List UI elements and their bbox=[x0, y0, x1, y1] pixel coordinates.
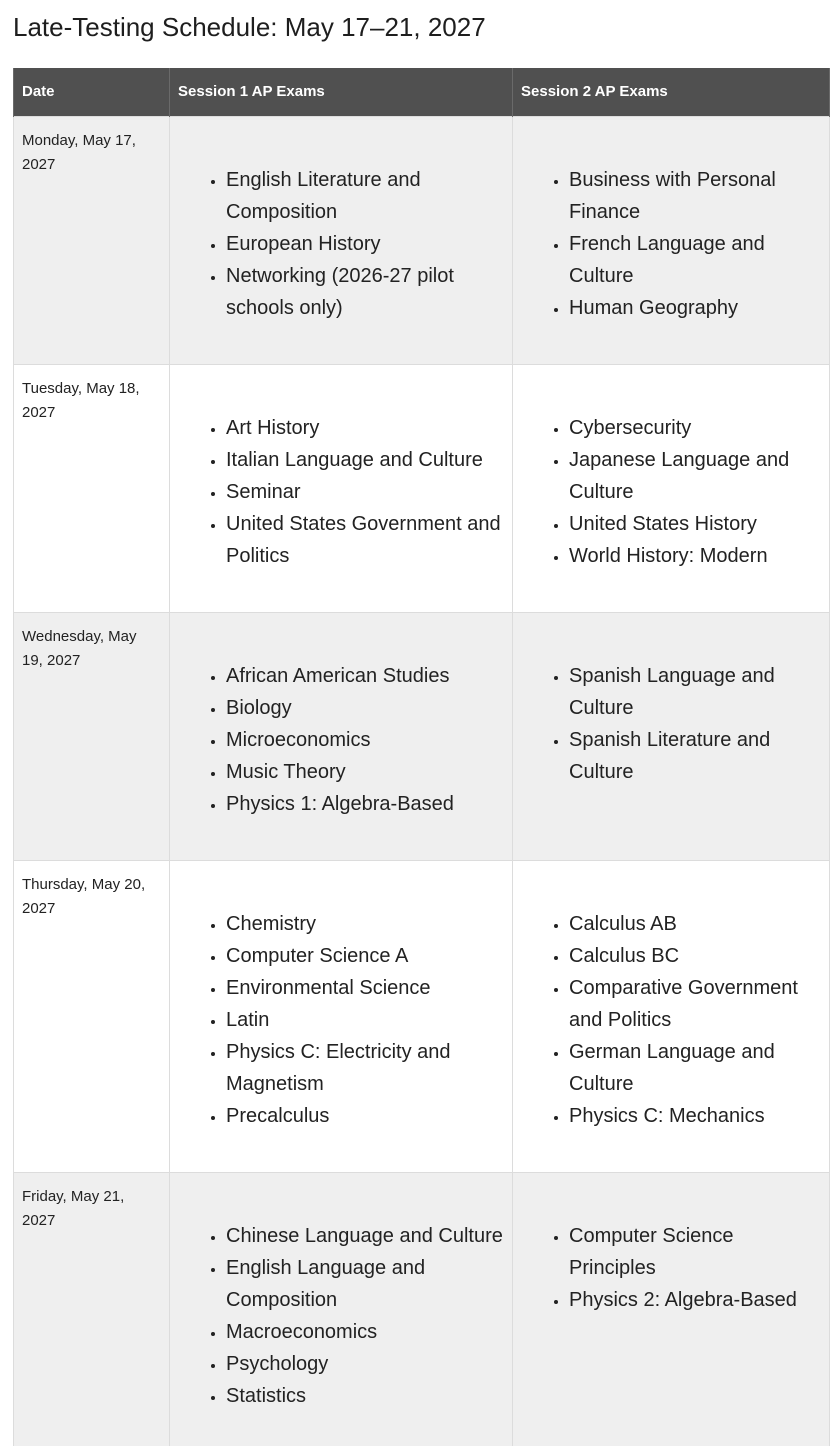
session-2-cell bbox=[513, 612, 830, 860]
date-cell: Wednesday, May 19, 2027 bbox=[14, 612, 170, 860]
exam-item: • Spanish Language and Culture bbox=[569, 660, 821, 724]
exam-item: • Environmental Science bbox=[226, 972, 504, 1004]
exam-item: • Networking (2026-27 pilot schools only) bbox=[226, 260, 504, 324]
session-1-cell bbox=[170, 116, 513, 364]
exam-list bbox=[170, 412, 512, 572]
exam-list bbox=[513, 660, 829, 788]
exam-list bbox=[170, 660, 512, 820]
exam-item: • Biology bbox=[226, 692, 504, 724]
session-1-cell bbox=[170, 612, 513, 860]
exam-item: • Latin bbox=[226, 1004, 504, 1036]
exam-item: • Spanish Literature and Culture bbox=[569, 724, 821, 788]
exam-list bbox=[513, 412, 829, 572]
exam-item: • Psychology bbox=[226, 1348, 504, 1380]
date-cell: Monday, May 17, 2027 bbox=[14, 116, 170, 364]
exam-item: • Statistics bbox=[226, 1380, 504, 1412]
page-title: Late-Testing Schedule: May 17–21, 2027 bbox=[13, 12, 486, 42]
exam-item: • French Language and Culture bbox=[569, 228, 821, 292]
exam-list bbox=[513, 908, 829, 1132]
table-row bbox=[14, 612, 830, 860]
exam-item: • Italian Language and Culture bbox=[226, 444, 504, 476]
exam-item: • Physics 1: Algebra-Based bbox=[226, 788, 504, 820]
exam-list bbox=[513, 1220, 829, 1316]
exam-item: • Computer Science Principles bbox=[569, 1220, 821, 1284]
table-header-row bbox=[14, 68, 830, 116]
exam-item: • Physics C: Mechanics bbox=[569, 1100, 821, 1132]
exam-item: • Chinese Language and Culture bbox=[226, 1220, 504, 1252]
table-row bbox=[14, 116, 830, 364]
exam-item: • United States History bbox=[569, 508, 821, 540]
column-header-date: Date bbox=[14, 68, 170, 116]
table-row bbox=[14, 860, 830, 1172]
session-1-cell bbox=[170, 364, 513, 612]
exam-item: • Physics 2: Algebra-Based bbox=[569, 1284, 821, 1316]
exam-item: • Macroeconomics bbox=[226, 1316, 504, 1348]
date-cell: Tuesday, May 18, 2027 bbox=[14, 364, 170, 612]
exam-list bbox=[170, 908, 512, 1132]
exam-item: • Seminar bbox=[226, 476, 504, 508]
exam-list bbox=[170, 1220, 512, 1412]
exam-item: • African American Studies bbox=[226, 660, 504, 692]
exam-item: • Calculus BC bbox=[569, 940, 821, 972]
exam-item: • Precalculus bbox=[226, 1100, 504, 1132]
exam-item: • Microeconomics bbox=[226, 724, 504, 756]
exam-item: • Physics C: Electricity and Magnetism bbox=[226, 1036, 504, 1100]
exam-item: • World History: Modern bbox=[569, 540, 821, 572]
exam-list bbox=[513, 164, 829, 324]
session-2-cell bbox=[513, 860, 830, 1172]
session-2-cell bbox=[513, 116, 830, 364]
exam-item: • Cybersecurity bbox=[569, 412, 821, 444]
session-1-cell bbox=[170, 1172, 513, 1446]
exam-item: • English Language and Composition bbox=[226, 1252, 504, 1316]
column-header-session-2: Session 2 AP Exams bbox=[513, 68, 830, 116]
date-cell: Friday, May 21, 2027 bbox=[14, 1172, 170, 1446]
session-2-cell bbox=[513, 364, 830, 612]
exam-item: • Chemistry bbox=[226, 908, 504, 940]
table-row bbox=[14, 1172, 830, 1446]
exam-item: • German Language and Culture bbox=[569, 1036, 821, 1100]
schedule-body bbox=[14, 116, 830, 1446]
session-2-cell bbox=[513, 1172, 830, 1446]
table-row bbox=[14, 364, 830, 612]
session-1-cell bbox=[170, 860, 513, 1172]
exam-item: • Comparative Government and Politics bbox=[569, 972, 821, 1036]
schedule-table bbox=[13, 68, 830, 1446]
exam-item: • United States Government and Politics bbox=[226, 508, 504, 572]
exam-item: • English Literature and Composition bbox=[226, 164, 504, 228]
exam-item: • Calculus AB bbox=[569, 908, 821, 940]
exam-item: • Business with Personal Finance bbox=[569, 164, 821, 228]
column-header-session-1: Session 1 AP Exams bbox=[170, 68, 513, 116]
exam-item: • Music Theory bbox=[226, 756, 504, 788]
exam-item: • Computer Science A bbox=[226, 940, 504, 972]
date-cell: Thursday, May 20, 2027 bbox=[14, 860, 170, 1172]
exam-list bbox=[170, 164, 512, 324]
exam-item: • Japanese Language and Culture bbox=[569, 444, 821, 508]
exam-item: • Art History bbox=[226, 412, 504, 444]
exam-item: • Human Geography bbox=[569, 292, 821, 324]
exam-item: • European History bbox=[226, 228, 504, 260]
